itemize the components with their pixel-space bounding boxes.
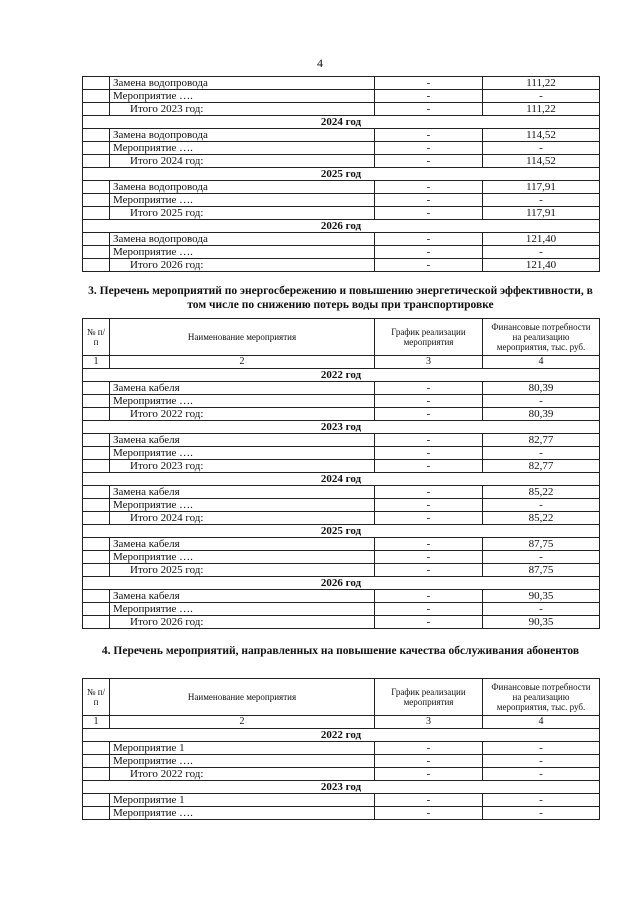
year-row	[83, 781, 600, 794]
col-number: 1	[83, 356, 110, 369]
schedule-cell: -	[375, 742, 483, 755]
cost-cell: 121,40	[483, 233, 600, 246]
schedule-cell: -	[375, 246, 483, 259]
measure-name: Замена водопровода	[110, 129, 375, 142]
table-row	[83, 499, 600, 512]
table-row	[83, 807, 600, 820]
cost-cell: 80,39	[483, 382, 600, 395]
row-number-cell	[83, 181, 110, 194]
year-row	[83, 525, 600, 538]
row-number-cell	[83, 155, 110, 168]
row-number-cell	[83, 259, 110, 272]
year-row	[83, 421, 600, 434]
measure-name: Замена кабеля	[110, 486, 375, 499]
col-number: 2	[110, 356, 375, 369]
header-schedule: График реализации мероприятия	[375, 679, 483, 716]
measure-name: Итого 2023 год:	[110, 460, 375, 473]
table-row	[83, 794, 600, 807]
row-number-cell	[83, 807, 110, 820]
cost-cell: 111,22	[483, 103, 600, 116]
measure-name: Мероприятие ….	[110, 246, 375, 259]
table-row	[83, 603, 600, 616]
row-number-cell	[83, 103, 110, 116]
row-number-cell	[83, 77, 110, 90]
year-label: 2022 год	[83, 369, 600, 382]
measure-name: Итого 2024 год:	[110, 155, 375, 168]
table-header-row	[83, 319, 600, 356]
schedule-cell: -	[375, 233, 483, 246]
cost-cell: -	[483, 807, 600, 820]
schedule-cell: -	[375, 194, 483, 207]
measure-name: Замена кабеля	[110, 434, 375, 447]
table-row	[83, 551, 600, 564]
schedule-cell: -	[375, 259, 483, 272]
schedule-cell: -	[375, 142, 483, 155]
row-number-cell	[83, 142, 110, 155]
cost-cell: -	[483, 90, 600, 103]
cost-cell: 117,91	[483, 181, 600, 194]
year-row	[83, 473, 600, 486]
total-row	[83, 408, 600, 421]
row-number-cell	[83, 382, 110, 395]
col-number: 4	[483, 716, 600, 729]
year-label: 2024 год	[83, 116, 600, 129]
year-row	[83, 168, 600, 181]
table-water-supply-continued	[82, 76, 600, 272]
row-number-cell	[83, 742, 110, 755]
total-row	[83, 616, 600, 629]
measure-name: Мероприятие ….	[110, 194, 375, 207]
measure-name: Итого 2024 год:	[110, 512, 375, 525]
table-row	[83, 742, 600, 755]
measure-name: Итого 2022 год:	[110, 408, 375, 421]
section-4-title: 4. Перечень мероприятий, направленных на повышение качества обслуживания абонентов	[101, 645, 580, 657]
row-number-cell	[83, 90, 110, 103]
cost-cell: -	[483, 551, 600, 564]
table-header-row	[83, 679, 600, 716]
total-row	[83, 259, 600, 272]
col-number: 3	[375, 716, 483, 729]
measure-name: Мероприятие ….	[110, 447, 375, 460]
schedule-cell: -	[375, 408, 483, 421]
measure-name: Мероприятие 1	[110, 794, 375, 807]
header-name: Наименование мероприятия	[110, 679, 375, 716]
year-label: 2025 год	[83, 168, 600, 181]
schedule-cell: -	[375, 207, 483, 220]
row-number-cell	[83, 233, 110, 246]
table-row	[83, 382, 600, 395]
table-row	[83, 194, 600, 207]
total-row	[83, 103, 600, 116]
cost-cell: -	[483, 742, 600, 755]
row-number-cell	[83, 564, 110, 577]
cost-cell: -	[483, 142, 600, 155]
row-number-cell	[83, 794, 110, 807]
schedule-cell: -	[375, 512, 483, 525]
header-cost: Финансовые потребности на реализацию мероприятия, тыс. руб.	[483, 319, 600, 356]
year-label: 2026 год	[83, 577, 600, 590]
schedule-cell: -	[375, 616, 483, 629]
cost-cell: -	[483, 768, 600, 781]
total-row	[83, 207, 600, 220]
schedule-cell: -	[375, 551, 483, 564]
schedule-cell: -	[375, 155, 483, 168]
cost-cell: 111,22	[483, 77, 600, 90]
row-number-cell	[83, 194, 110, 207]
table-row	[83, 142, 600, 155]
schedule-cell: -	[375, 807, 483, 820]
table-row	[83, 246, 600, 259]
table-row	[83, 447, 600, 460]
year-row	[83, 369, 600, 382]
total-row	[83, 460, 600, 473]
schedule-cell: -	[375, 590, 483, 603]
row-number-cell	[83, 395, 110, 408]
total-row	[83, 768, 600, 781]
schedule-cell: -	[375, 794, 483, 807]
schedule-cell: -	[375, 395, 483, 408]
table-customer-service	[82, 678, 600, 820]
cost-cell: 114,52	[483, 129, 600, 142]
cost-cell: 82,77	[483, 434, 600, 447]
table-row	[83, 77, 600, 90]
schedule-cell: -	[375, 564, 483, 577]
cost-cell: -	[483, 447, 600, 460]
cost-cell: -	[483, 395, 600, 408]
header-schedule: График реализации мероприятия	[375, 319, 483, 356]
page-number: 4	[317, 56, 323, 70]
row-number-cell	[83, 603, 110, 616]
table-row	[83, 590, 600, 603]
cost-cell: 87,75	[483, 538, 600, 551]
row-number-cell	[83, 768, 110, 781]
measure-name: Итого 2026 год:	[110, 259, 375, 272]
row-number-cell	[83, 447, 110, 460]
table-energy-saving	[82, 318, 600, 629]
cost-cell: 82,77	[483, 460, 600, 473]
measure-name: Замена кабеля	[110, 538, 375, 551]
year-label: 2023 год	[83, 781, 600, 794]
row-number-cell	[83, 207, 110, 220]
measure-name: Итого 2026 год:	[110, 616, 375, 629]
row-number-cell	[83, 246, 110, 259]
header-num: № п/п	[83, 319, 110, 356]
year-row	[83, 220, 600, 233]
row-number-cell	[83, 486, 110, 499]
schedule-cell: -	[375, 103, 483, 116]
cost-cell: 90,35	[483, 616, 600, 629]
row-number-cell	[83, 460, 110, 473]
table-row	[83, 90, 600, 103]
cost-cell: -	[483, 246, 600, 259]
year-label: 2026 год	[83, 220, 600, 233]
schedule-cell: -	[375, 77, 483, 90]
row-number-cell	[83, 616, 110, 629]
schedule-cell: -	[375, 499, 483, 512]
schedule-cell: -	[375, 768, 483, 781]
schedule-cell: -	[375, 90, 483, 103]
cost-cell: 85,22	[483, 512, 600, 525]
cost-cell: -	[483, 499, 600, 512]
row-number-cell	[83, 512, 110, 525]
measure-name: Мероприятие ….	[110, 603, 375, 616]
schedule-cell: -	[375, 460, 483, 473]
measure-name: Мероприятие ….	[110, 499, 375, 512]
column-number-row	[83, 356, 600, 369]
col-number: 4	[483, 356, 600, 369]
year-row	[83, 577, 600, 590]
measure-name: Замена водопровода	[110, 233, 375, 246]
cost-cell: 80,39	[483, 408, 600, 421]
cost-cell: 114,52	[483, 155, 600, 168]
cost-cell: -	[483, 794, 600, 807]
column-number-row	[83, 716, 600, 729]
measure-name: Мероприятие ….	[110, 551, 375, 564]
schedule-cell: -	[375, 382, 483, 395]
header-num: № п/п	[83, 679, 110, 716]
row-number-cell	[83, 434, 110, 447]
schedule-cell: -	[375, 129, 483, 142]
measure-name: Итого 2025 год:	[110, 207, 375, 220]
measure-name: Мероприятие ….	[110, 142, 375, 155]
measure-name: Мероприятие ….	[110, 395, 375, 408]
measure-name: Итого 2025 год:	[110, 564, 375, 577]
table-row	[83, 755, 600, 768]
total-row	[83, 512, 600, 525]
col-number: 1	[83, 716, 110, 729]
year-row	[83, 729, 600, 742]
measure-name: Мероприятие ….	[110, 755, 375, 768]
row-number-cell	[83, 755, 110, 768]
row-number-cell	[83, 129, 110, 142]
cost-cell: 90,35	[483, 590, 600, 603]
measure-name: Замена кабеля	[110, 382, 375, 395]
header-name: Наименование мероприятия	[110, 319, 375, 356]
cost-cell: 85,22	[483, 486, 600, 499]
cost-cell: -	[483, 603, 600, 616]
year-label: 2023 год	[83, 421, 600, 434]
total-row	[83, 564, 600, 577]
cost-cell: 121,40	[483, 259, 600, 272]
row-number-cell	[83, 499, 110, 512]
measure-name: Мероприятие ….	[110, 807, 375, 820]
row-number-cell	[83, 590, 110, 603]
cost-cell: -	[483, 194, 600, 207]
table-row	[83, 395, 600, 408]
row-number-cell	[83, 551, 110, 564]
cost-cell: -	[483, 755, 600, 768]
schedule-cell: -	[375, 486, 483, 499]
table-row	[83, 181, 600, 194]
measure-name: Замена водопровода	[110, 77, 375, 90]
year-label: 2024 год	[83, 473, 600, 486]
measure-name: Мероприятие ….	[110, 90, 375, 103]
section-3-title: 3. Перечень мероприятий по энергосбережению и повышению энергетической эффективности, в том числе по снижению потерь воды при транспортировке	[88, 285, 593, 311]
table-row	[83, 434, 600, 447]
table-row	[83, 129, 600, 142]
row-number-cell	[83, 538, 110, 551]
col-number: 3	[375, 356, 483, 369]
schedule-cell: -	[375, 603, 483, 616]
cost-cell: 117,91	[483, 207, 600, 220]
year-row	[83, 116, 600, 129]
measure-name: Итого 2023 год:	[110, 103, 375, 116]
table-row	[83, 538, 600, 551]
row-number-cell	[83, 408, 110, 421]
cost-cell: 87,75	[483, 564, 600, 577]
year-label: 2022 год	[83, 729, 600, 742]
schedule-cell: -	[375, 538, 483, 551]
col-number: 2	[110, 716, 375, 729]
header-cost: Финансовые потребности на реализацию мероприятия, тыс. руб.	[483, 679, 600, 716]
measure-name: Замена водопровода	[110, 181, 375, 194]
schedule-cell: -	[375, 447, 483, 460]
table-row	[83, 486, 600, 499]
measure-name: Итого 2022 год:	[110, 768, 375, 781]
total-row	[83, 155, 600, 168]
measure-name: Мероприятие 1	[110, 742, 375, 755]
schedule-cell: -	[375, 434, 483, 447]
schedule-cell: -	[375, 181, 483, 194]
measure-name: Замена кабеля	[110, 590, 375, 603]
table-row	[83, 233, 600, 246]
schedule-cell: -	[375, 755, 483, 768]
year-label: 2025 год	[83, 525, 600, 538]
